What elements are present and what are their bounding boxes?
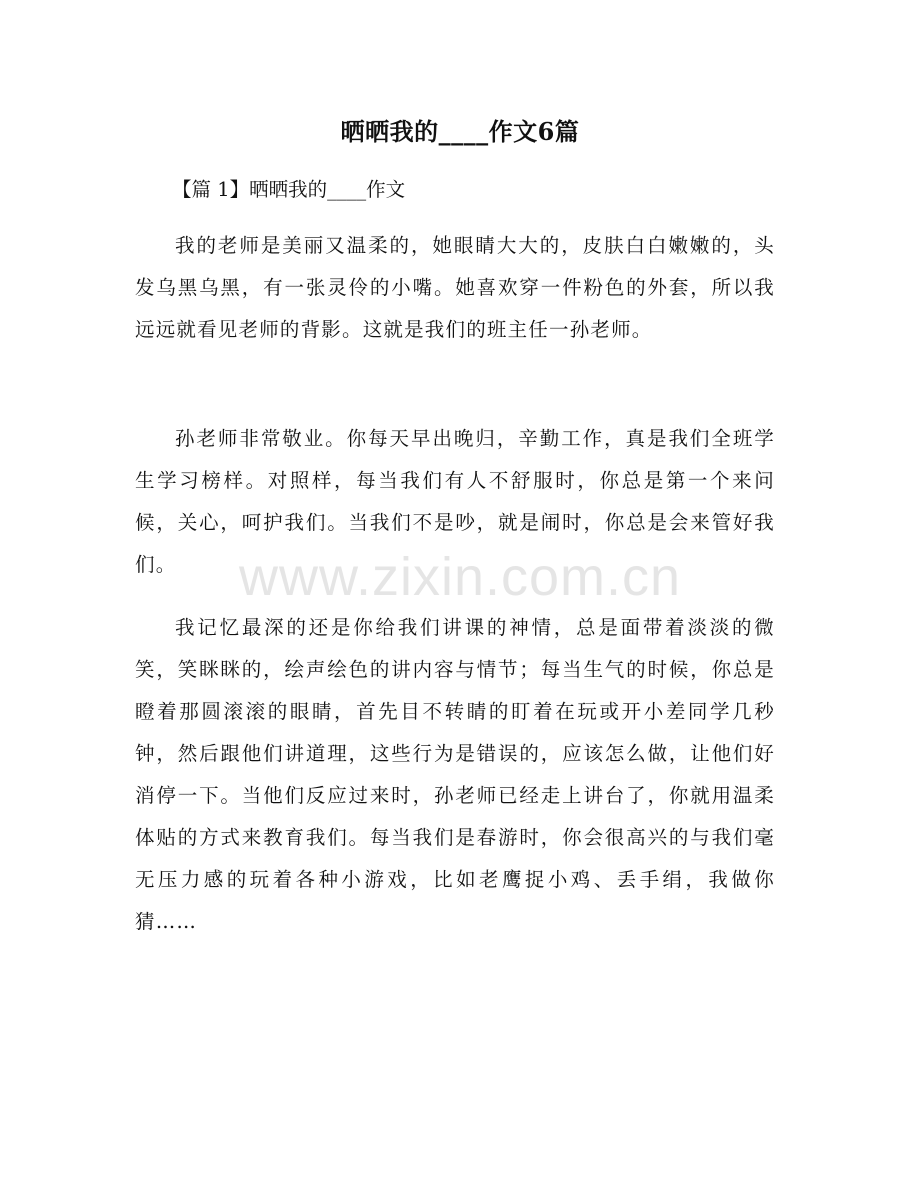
paragraph-1: 我的老师是美丽又温柔的，她眼睛大大的，皮肤白白嫩嫩的，头发乌黑乌黑，有一张灵伶的小嘴。她喜欢穿一件粉色的外套，所以我远远就看见老师的背影。这就是我们的班主任一孙老师。 — [135, 234, 775, 341]
section-heading: 【篇 1】晒晒我的____作文 — [172, 178, 406, 201]
watermark: www.zixin.com.cn — [238, 547, 682, 607]
paragraph-3: 我记忆最深的还是你给我们讲课的神情，总是面带着淡淡的微笑，笑眯眯的，绘声绘色的讲内容与情节；每当生气的时候，你总是瞪着那圆滚滚的眼睛，首先目不转睛的盯着在玩或开小差同学几秒钟，然后跟他们讲道理，这些行为是错误的，应该怎么做，让他们好消停一下。当他们反应过来时，孙老师已经走上讲台了，你就用温柔体贴的方式来教育我们。每当我们是春游时，你会很高兴的与我们毫无压力感的玩着各种小游戏，比如老鹰捉小鸡、丢手绢，我做你猜…… — [135, 616, 775, 933]
paragraph-2: 孙老师非常敬业。你每天早出晚归，辛勤工作，真是我们全班学生学习榜样。对照样，每当我们有人不舒服时，你总是第一个来问候，关心，呵护我们。当我们不是吵，就是闹时，你总是会来管好我们。 — [135, 427, 775, 576]
document-title: 晒晒我的____作文6篇 — [340, 117, 580, 146]
